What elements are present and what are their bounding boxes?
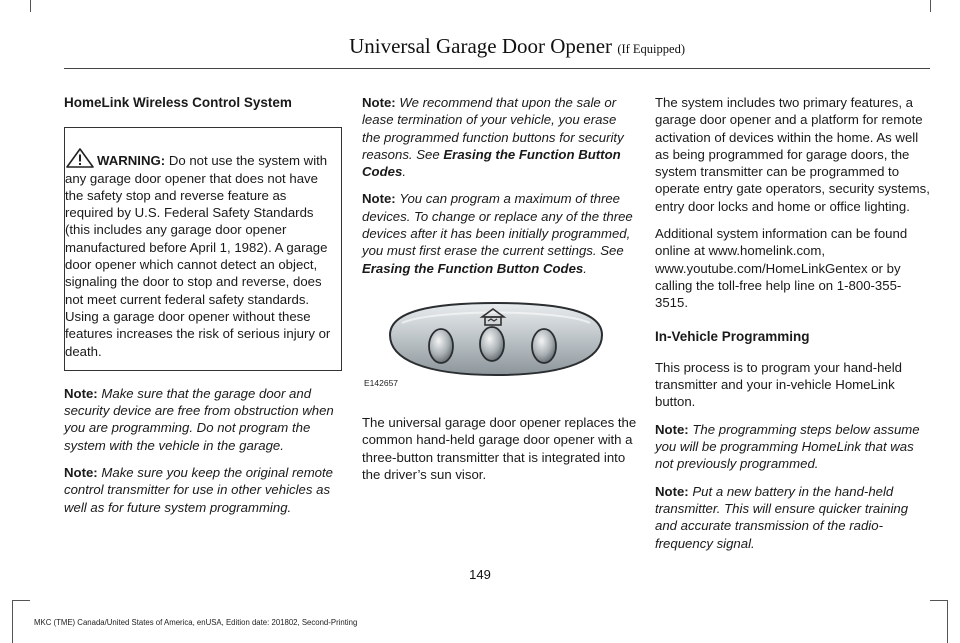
- note-label: Note:: [655, 421, 689, 437]
- crop-mark: [12, 600, 30, 601]
- crop-mark: [12, 600, 13, 643]
- page-number: 149: [469, 567, 491, 582]
- header-divider: [64, 68, 930, 69]
- note-text: Put a new battery in the hand-held transmitter. This will ensure quicker training and accurate transmission of the radio-frequency signal.: [655, 483, 909, 551]
- features-paragraph: The system includes two primary features, a garage door opener and a platform for remote activation of devices within the home. As well as being programmed for garage doors, the system transmitter can be programmed to operate entry gate operators, security systems, entry door locks and home or office lighting.: [655, 95, 930, 214]
- note-label: Note:: [64, 385, 98, 401]
- note-new-battery: [655, 483, 931, 552]
- note-max-devices: [362, 190, 638, 276]
- warning-triangle-icon: [65, 148, 95, 168]
- section-heading-homelink: HomeLink Wireless Control System: [64, 95, 292, 110]
- page-header-title: [349, 34, 685, 59]
- additional-info-paragraph: Additional system information can be found online at www.homelink.com, www.youtube.com/HomeLinkGentex or by calling the toll-free help line on 1-800-355-3515.: [655, 226, 908, 311]
- note-text: Make sure you keep the original remote control transmitter for use in other vehicles as well as for future system programming.: [64, 465, 334, 515]
- crop-mark: [930, 600, 948, 601]
- column-middle: [362, 94, 638, 493]
- note-end: .: [402, 164, 406, 180]
- footer-edition-info: MKC (TME) Canada/United States of America, enUSA, Edition date: 201802, Second-Printing: [34, 618, 358, 627]
- note-label: Note:: [362, 191, 396, 207]
- note-text: The programming steps below assume you will be programming HomeLink that was not previously programmed.: [655, 421, 920, 472]
- cross-reference-link[interactable]: Erasing the Function Button Codes: [362, 260, 584, 276]
- crop-mark: [930, 0, 931, 12]
- header-subtitle: (If Equipped): [617, 42, 685, 56]
- note-keep-transmitter: [64, 464, 340, 516]
- note-text: We recommend that upon the sale or lease termination of your vehicle, you erase the programmed function buttons for security reasons. See: [362, 95, 624, 162]
- section-heading-in-vehicle-programming: In-Vehicle Programming: [655, 328, 810, 344]
- note-label: Note:: [362, 95, 396, 110]
- header-title-text: Universal Garage Door Opener: [349, 34, 613, 58]
- warning-box: [64, 127, 342, 371]
- warning-label: WARNING:: [97, 153, 166, 169]
- homelink-transmitter-illustration: [362, 297, 630, 392]
- note-label: Note:: [64, 465, 98, 481]
- programming-intro: This process is to program your hand-held transmitter and your in-vehicle HomeLink button.: [655, 359, 903, 410]
- crop-mark: [30, 0, 31, 12]
- note-label: Note:: [655, 483, 689, 499]
- warning-body: Do not use the system with any garage door opener that does not have the safety stop and reverse feature as required by U.S. Federal Safety Standards (this includes any garage door opener manufactured before April 1, 1982). A garage door opener which cannot detect an object, signaling the door to stop and reverse, does not meet current federal safety standards. Using a garage door opener without these features increases the risk of serious injury or death.: [65, 153, 331, 359]
- transmitter-description: The universal garage door opener replaces the common hand-held garage door opener with a three-button transmitter that is integrated into the driver’s sun visor.: [362, 414, 637, 482]
- column-left: [64, 94, 340, 526]
- note-obstruction: [64, 385, 340, 454]
- cross-reference-link[interactable]: Erasing the Function Button Codes: [362, 146, 621, 180]
- note-not-previously-programmed: [655, 421, 931, 473]
- crop-mark: [947, 600, 948, 643]
- note-end: .: [583, 260, 587, 276]
- note-erase-on-sale: [362, 94, 638, 180]
- note-text: You can program a maximum of three devices. To change or replace any of the three devices after it has been initially programmed, you must first erase the current settings. See: [362, 191, 633, 259]
- figure-code: E142657: [364, 377, 399, 388]
- column-right: [655, 94, 931, 562]
- warning-text: [65, 148, 337, 360]
- note-text: Make sure that the garage door and security device are free from obstruction when you are programming. Do not program the system with the vehicle in the garage.: [64, 385, 334, 453]
- homelink-transmitter-figure: [362, 297, 630, 392]
